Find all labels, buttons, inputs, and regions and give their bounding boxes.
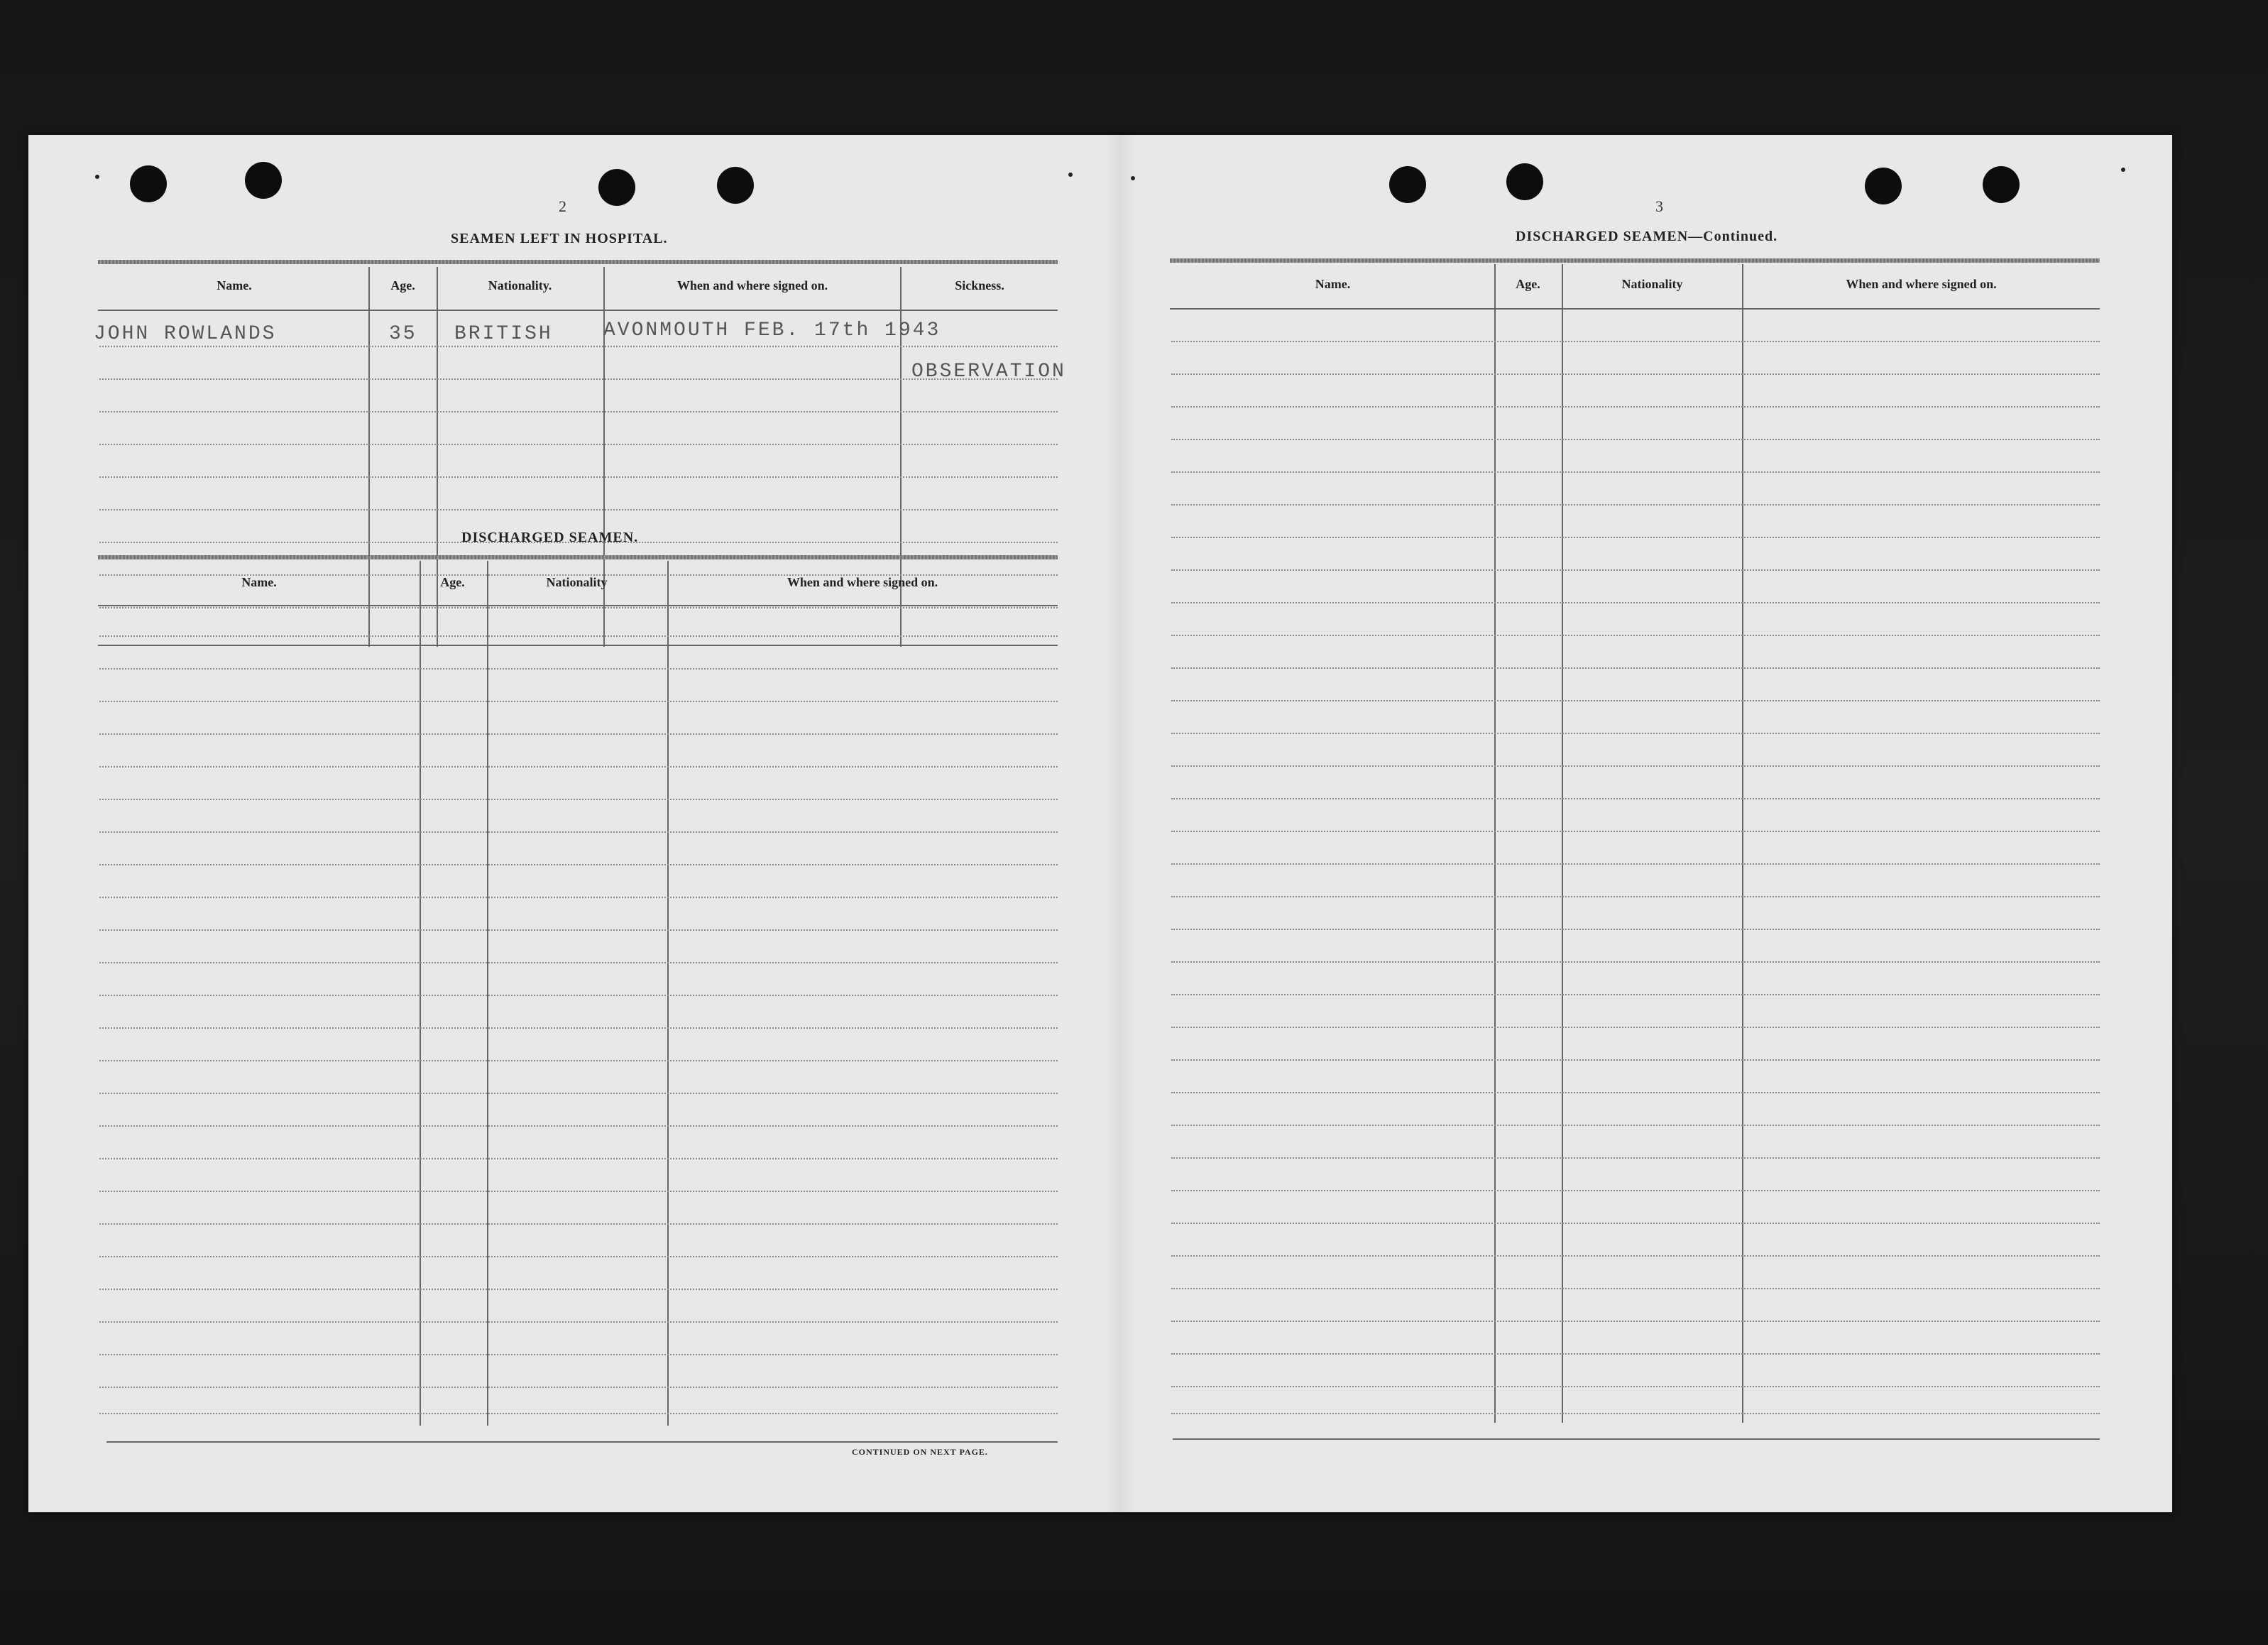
hospital-row-line	[99, 607, 1058, 608]
continued-col-line	[1494, 264, 1496, 1423]
hospital-entry-name: JOHN ROWLANDS	[94, 323, 277, 345]
continued-bottom-rule	[1173, 1438, 2100, 1440]
hospital-entry-sickness: OBSERVATION	[911, 361, 1066, 383]
hospital-entry-nationality: BRITISH	[454, 323, 553, 345]
continued-row-line	[1171, 635, 2100, 636]
continued-row-line	[1171, 341, 2100, 342]
discharged-row-line	[99, 1413, 1058, 1414]
continued-row-line	[1171, 1413, 2100, 1414]
left-page	[28, 135, 1122, 1512]
discharged-row-line	[99, 733, 1058, 735]
hospital-row-line	[99, 411, 1058, 412]
hospital-row-line	[99, 476, 1058, 478]
continued-row-line	[1171, 1125, 2100, 1126]
continued-row-line	[1171, 406, 2100, 408]
continued-top-rule	[1170, 258, 2100, 263]
continued-note: CONTINUED ON NEXT PAGE.	[852, 1447, 988, 1457]
discharged-row-line	[99, 864, 1058, 865]
discharged-row-line	[99, 1158, 1058, 1159]
continued-row-line	[1171, 1288, 2100, 1289]
continued-row-line	[1171, 1353, 2100, 1355]
continued-header-signed-on: When and where signed on.	[1846, 277, 1997, 291]
discharged-col-line	[420, 561, 421, 1426]
hospital-header-name: Name.	[217, 278, 252, 293]
continued-row-line	[1171, 1386, 2100, 1387]
hospital-header-rule	[98, 310, 1058, 311]
continued-row-line	[1171, 439, 2100, 440]
hospital-header-nationality: Nationality.	[488, 278, 552, 293]
continued-row-line	[1171, 504, 2100, 505]
continued-row-line	[1171, 929, 2100, 930]
discharged-row-line	[99, 929, 1058, 931]
discharged-row-line	[99, 766, 1058, 767]
continued-row-line	[1171, 569, 2100, 571]
hospital-header-age: Age.	[390, 278, 415, 293]
discharged-row-line	[99, 1289, 1058, 1290]
discharged-top-rule	[98, 555, 1058, 559]
discharged-row-line	[99, 1125, 1058, 1127]
discharged-row-line	[99, 897, 1058, 898]
discharged-row-line	[99, 1191, 1058, 1192]
discharged-col-line	[487, 561, 488, 1426]
continued-row-line	[1171, 1190, 2100, 1191]
right-page	[1122, 135, 2172, 1512]
discharged-row-line	[99, 1060, 1058, 1061]
discharged-header-rule	[98, 605, 1058, 606]
continued-col-line	[1562, 264, 1563, 1423]
continued-row-line	[1171, 765, 2100, 767]
discharged-row-line	[99, 1027, 1058, 1029]
continued-header-age: Age.	[1516, 277, 1540, 291]
continued-row-line	[1171, 602, 2100, 603]
continued-row-line	[1171, 733, 2100, 734]
continued-row-line	[1171, 961, 2100, 963]
continued-row-line	[1171, 1255, 2100, 1257]
continued-row-line	[1171, 994, 2100, 995]
discharged-row-line	[99, 701, 1058, 702]
discharged-row-line	[99, 668, 1058, 670]
discharged-header-name: Name.	[241, 575, 277, 589]
discharged-row-line	[99, 831, 1058, 833]
hospital-bottom-rule	[98, 645, 1058, 646]
discharged-col-line	[667, 561, 669, 1426]
continued-row-line	[1171, 373, 2100, 375]
discharged-row-line	[99, 1256, 1058, 1257]
hospital-row-line	[99, 444, 1058, 445]
hospital-header-sickness: Sickness.	[955, 278, 1004, 293]
continued-row-line	[1171, 1092, 2100, 1093]
discharged-continued-title: DISCHARGED SEAMEN—Continued.	[1516, 229, 1778, 244]
continued-row-line	[1171, 1321, 2100, 1322]
discharged-row-line	[99, 635, 1058, 637]
page-number: 2	[559, 197, 566, 215]
hospital-entry-age: 35	[389, 323, 417, 345]
continued-row-line	[1171, 1157, 2100, 1159]
discharged-bottom-rule	[106, 1441, 1058, 1443]
continued-row-line	[1171, 667, 2100, 669]
continued-row-line	[1171, 1223, 2100, 1224]
continued-row-line	[1171, 896, 2100, 897]
hospital-row-line	[99, 509, 1058, 510]
discharged-row-line	[99, 1354, 1058, 1355]
continued-row-line	[1171, 471, 2100, 473]
discharged-row-line	[99, 995, 1058, 996]
hospital-entry-signed-on: AVONMOUTH FEB. 17th 1943	[603, 319, 941, 341]
discharged-row-line	[99, 799, 1058, 800]
discharged-row-line	[99, 1387, 1058, 1388]
discharged-row-line	[99, 962, 1058, 963]
hospital-top-rule	[98, 260, 1058, 264]
discharged-header-age: Age.	[440, 575, 465, 589]
continued-header-nationality: Nationality	[1621, 277, 1683, 291]
hospital-header-signed-on: When and where signed on.	[676, 278, 828, 293]
discharged-row-line	[99, 1223, 1058, 1225]
discharged-header-signed-on: When and where signed on.	[787, 575, 938, 589]
continued-row-line	[1171, 700, 2100, 701]
page-number: 3	[1655, 197, 1663, 215]
discharged-header-nationality: Nationality	[546, 575, 608, 589]
continued-row-line	[1171, 1027, 2100, 1028]
continued-row-line	[1171, 537, 2100, 538]
continued-header-rule	[1170, 308, 2100, 310]
continued-row-line	[1171, 1059, 2100, 1061]
hospital-section-title: SEAMEN LEFT IN HOSPITAL.	[451, 231, 668, 246]
register-sheet	[28, 135, 2172, 1512]
continued-col-line	[1742, 264, 1743, 1423]
hospital-row-line	[99, 346, 1058, 347]
continued-row-line	[1171, 798, 2100, 799]
discharged-row-line	[99, 1093, 1058, 1094]
continued-row-line	[1171, 863, 2100, 865]
continued-header-name: Name.	[1315, 277, 1351, 291]
continued-row-line	[1171, 831, 2100, 832]
discharged-section-title: DISCHARGED SEAMEN.	[461, 530, 639, 545]
discharged-row-line	[99, 1321, 1058, 1323]
